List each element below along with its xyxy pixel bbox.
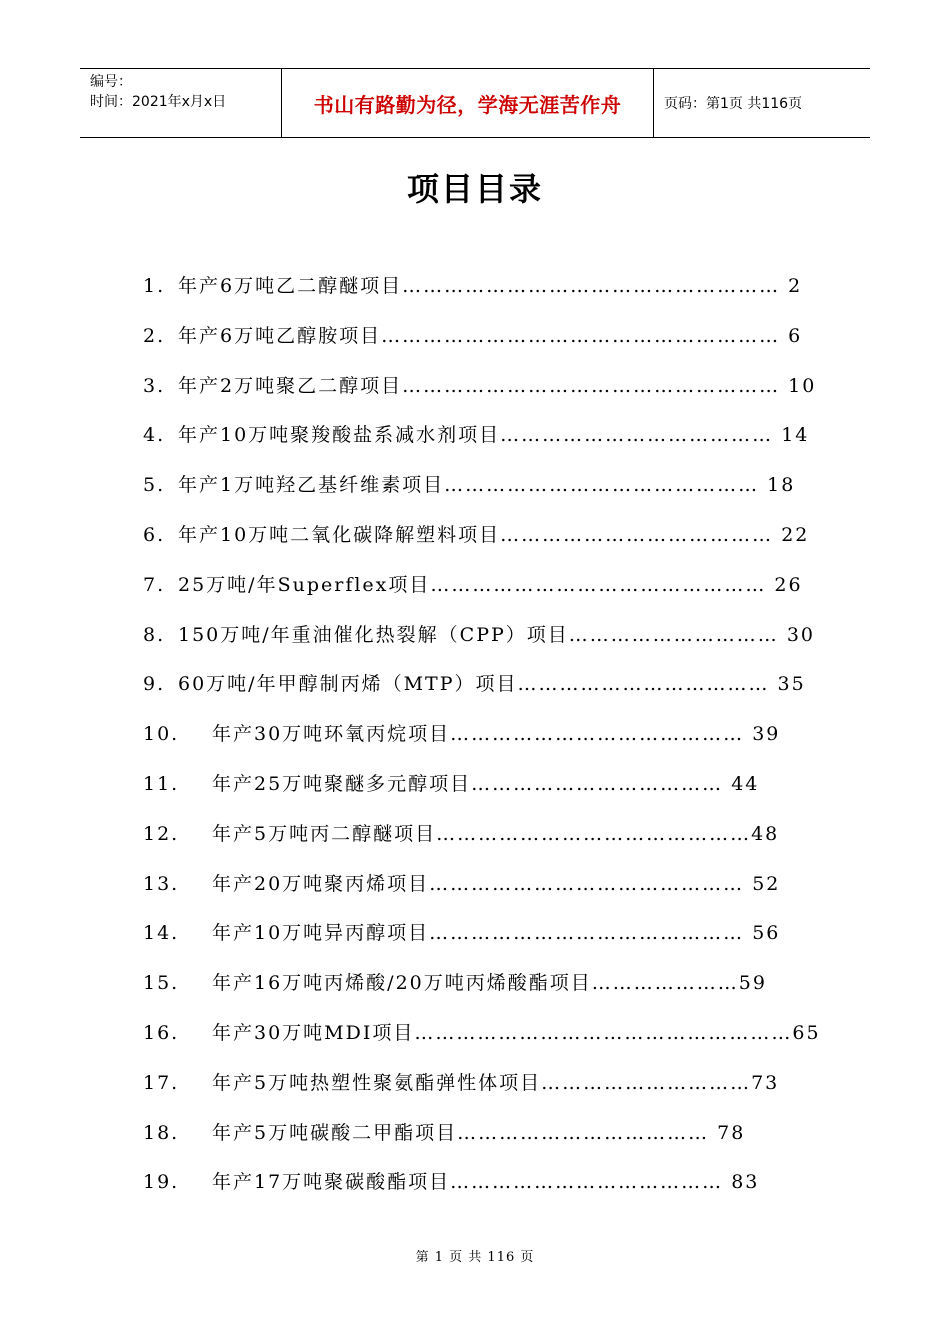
- toc-entry-number: 8.: [143, 623, 166, 646]
- toc-entry-number: 5.: [143, 474, 166, 497]
- toc-entry-text: 年产17万吨聚碳酸酯项目………………………………… 83: [212, 1171, 760, 1194]
- time-label: 时间：2021年x月x日: [90, 94, 227, 110]
- page-header: [80, 68, 870, 138]
- toc-entry-number: 14.: [143, 922, 180, 945]
- toc-entry-number: 9.: [143, 673, 166, 696]
- toc-entry-text: 年产2万吨聚乙二醇项目……………………………………………… 10: [178, 374, 817, 397]
- toc-entry-number: 15.: [143, 972, 180, 995]
- page-title: 项目目录: [406, 170, 543, 208]
- header-motto: 书山有路勤为径，学海无涯苦作舟: [282, 69, 654, 137]
- toc-entry-number: 3.: [143, 374, 166, 397]
- toc-entry-number: 10.: [143, 723, 180, 746]
- toc-entry-text: 年产30万吨环氧丙烷项目…………………………………… 39: [212, 723, 781, 746]
- toc-entry-number: 1.: [143, 275, 166, 297]
- toc-entry-text: 150万吨/年重油催化热裂解（CPP）项目………………………… 30: [178, 623, 815, 646]
- toc-entry-text: 年产5万吨碳酸二甲酯项目……………………………… 78: [212, 1121, 746, 1144]
- serial-label: 编号：: [90, 74, 132, 90]
- toc-entry-text: 年产6万吨乙二醇醚项目……………………………………………… 2: [178, 275, 803, 297]
- toc-entry-text: 年产5万吨丙二醇醚项目………………………………………48: [212, 822, 780, 845]
- toc-entry-number: 12.: [143, 822, 180, 845]
- toc-entry-number: 4.: [143, 424, 166, 447]
- header-page-info: 页码：第1页 共116页: [664, 96, 803, 112]
- toc-entry-number: 6.: [143, 524, 166, 546]
- page-footer: 第 1 页 共 116 页: [415, 1250, 535, 1265]
- toc-entry-number: 17.: [143, 1071, 180, 1094]
- toc-entry-text: 年产10万吨二氧化碳降解塑料项目………………………………… 22: [178, 524, 810, 546]
- toc-entry-text: 年产6万吨乙醇胺项目………………………………………………… 6: [178, 324, 803, 347]
- toc-entry-text: 年产5万吨热塑性聚氨酯弹性体项目…………………………73: [212, 1071, 780, 1094]
- toc-entry-text: 60万吨/年甲醇制丙烯（MTP）项目……………………………… 35: [178, 673, 806, 696]
- toc-entry-text: 年产16万吨丙烯酸/20万吨丙烯酸酯项目…………………59: [212, 972, 767, 995]
- toc-entry-number: 2.: [143, 324, 166, 347]
- toc-entry-number: 7.: [143, 573, 166, 596]
- toc-entry-text: 年产1万吨羟乙基纤维素项目……………………………………… 18: [178, 474, 796, 497]
- toc-entry-text: 年产10万吨异丙醇项目……………………………………… 56: [212, 922, 781, 945]
- toc-entry-number: 16.: [143, 1022, 180, 1044]
- toc-entry-number: 13.: [143, 872, 180, 895]
- header-left-cell: [80, 69, 282, 137]
- toc-entry-text: 年产10万吨聚羧酸盐系减水剂项目………………………………… 14: [178, 424, 810, 447]
- toc-entry-text: 年产20万吨聚丙烯项目……………………………………… 52: [212, 872, 781, 895]
- toc-entry-number: 11.: [143, 773, 180, 795]
- toc-entry-text: 25万吨/年Superflex项目………………………………………… 26: [178, 573, 803, 596]
- toc-entry-number: 18.: [143, 1121, 180, 1144]
- toc-entry-text: 年产25万吨聚醚多元醇项目……………………………… 44: [212, 773, 760, 795]
- toc-entry-text: 年产30万吨MDI项目………………………………………………65: [212, 1022, 821, 1044]
- toc-entry-number: 19.: [143, 1171, 180, 1194]
